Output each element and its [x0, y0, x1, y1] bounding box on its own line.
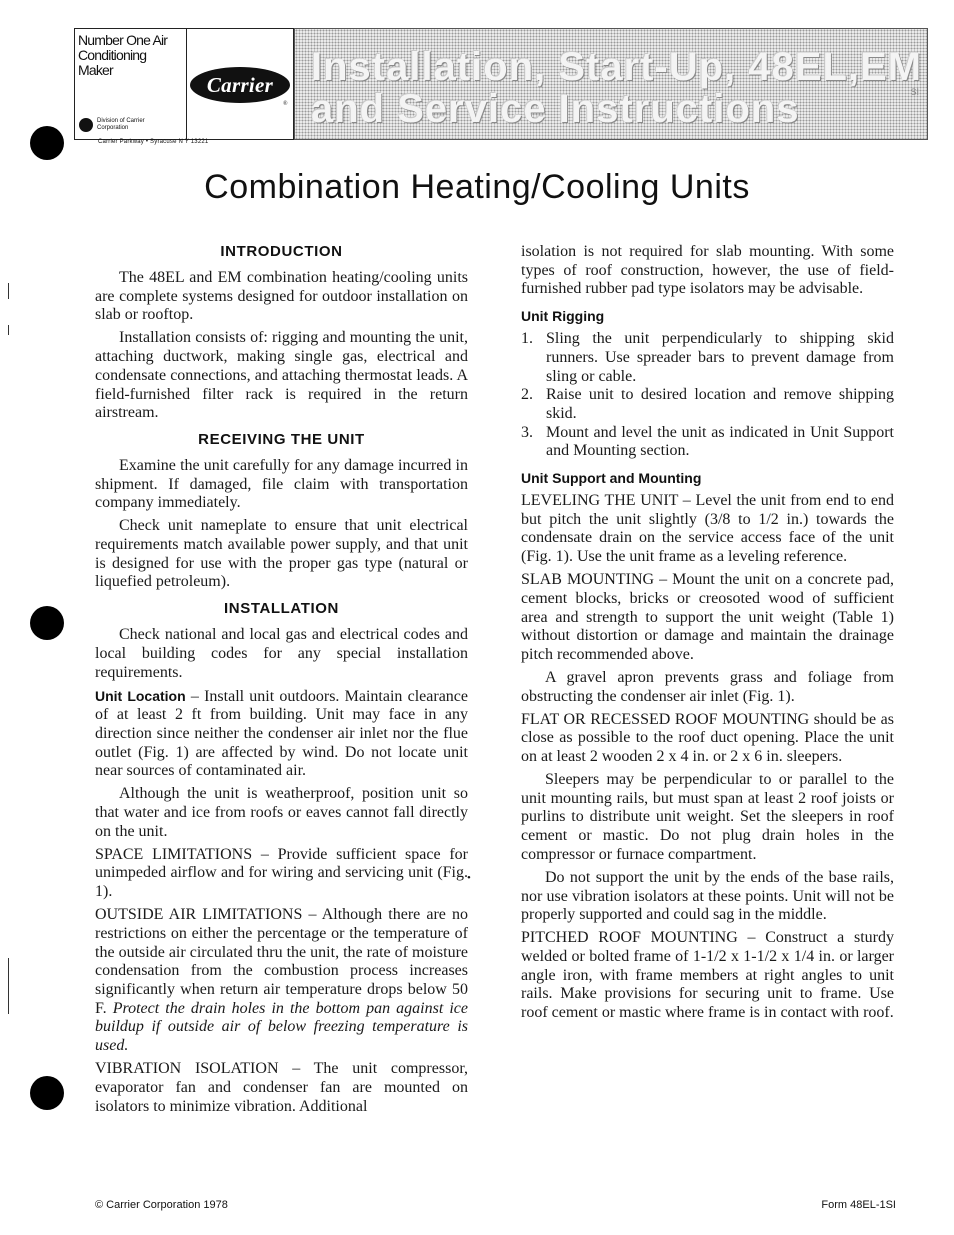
paragraph-text: – Install unit outdoors. Maintain clearance of at least 2 ft from building. Unit may face in any direction since neither the condenser air inlet nor the flue outlet (Fig. 1) are affected by wind. Do not locate unit near sources of contaminated air.: [95, 687, 468, 780]
copyright: © Carrier Corporation 1978: [95, 1199, 228, 1211]
paragraph-flat-roof: FLAT OR RECESSED ROOF MOUNTING should be as close as possible to the roof duct opening. Place the unit on at least 2 wooden 2 x 4 in. or 2 x 6 in. sleepers.: [521, 710, 894, 766]
division-credit: [79, 118, 147, 132]
list-item: [521, 424, 894, 461]
paragraph: The 48EL and EM combination heating/cooling units are complete systems designed for outdoor installation on slab or rooftop.: [95, 269, 468, 324]
carrier-logo-wordmark: Carrier: [206, 72, 274, 97]
paragraph: Installation consists of: rigging and mounting the unit, attaching ductwork, making single gas, electrical and condensate connections, and attaching thermostat leads. A field-furnished filter rack is required in the return airstream.: [95, 329, 468, 422]
registered-mark-icon: ®: [283, 101, 288, 107]
page-title: Combination Heating/Cooling Units: [204, 168, 750, 206]
paragraph-outside-air: [95, 906, 468, 1056]
subsection-heading-rigging: Unit Rigging: [521, 308, 605, 325]
list-item-text: Mount and level the unit as indicated in Unit Support and Mounting section.: [546, 423, 894, 460]
list-item: [521, 330, 894, 386]
document-banner: [294, 28, 928, 140]
form-number: Form 48EL-1SI: [821, 1199, 896, 1211]
paragraph-vibration-isolation: VIBRATION ISOLATION – The unit compressor, evaporator fan and condenser fan are mounted on isolators to minimize vibration. Additional: [95, 1060, 468, 1115]
carrier-logo: [190, 67, 290, 103]
paragraph-unit-location: [95, 687, 468, 782]
banner-title-line-1: Installation, Start-Up, 48EL,EM: [311, 45, 923, 89]
list-item: [521, 386, 894, 423]
binder-hole-3: [30, 1076, 64, 1110]
banner-note: SI: [910, 87, 919, 97]
binder-hole-1: [30, 126, 64, 160]
paragraph: Sleepers may be perpendicular to or parallel to the unit mounting rails, but must span at least 2 roof joists or purlins to distribute unit weight. Set the sleepers in roof cement or mastic. Do not plug drain holes in the compressor or furnace compartment.: [521, 771, 894, 863]
section-heading-receiving: RECEIVING THE UNIT: [198, 430, 365, 448]
subsection-heading-support: Unit Support and Mounting: [521, 470, 702, 487]
rigging-steps-list: [521, 330, 894, 461]
carrier-logo-box: [186, 28, 294, 140]
list-number: 3.: [521, 423, 533, 441]
paragraph: Examine the unit carefully for any damage incurred in shipment. If damaged, file claim with transportation company immediately.: [95, 456, 468, 512]
run-in-heading: Unit Location: [95, 687, 186, 704]
margin-mark: [8, 283, 9, 299]
company-address: Carrier Parkway • Syracuse N Y 13221: [98, 139, 209, 145]
paragraph: A gravel apron prevents grass and foliage from obstructing the condenser air inlet (Fig. 1).: [521, 668, 894, 705]
paragraph: Check unit nameplate to ensure that unit electrical requirements match available power supply, and that unit is designed for use with the proper gas type (natural or liquefied petroleum).: [95, 517, 468, 591]
margin-mark: [8, 325, 9, 335]
list-number: 1.: [521, 330, 533, 348]
paragraph-text: OUTSIDE AIR LIMITATIONS – Although there are no restrictions on either the percentage or the temperature of the outside air circulated thru the unit, the rate of moisture condensation from the combustion process increases significantly when return air temperature drops below 50 F.: [95, 906, 468, 1017]
list-number: 2.: [521, 386, 533, 404]
paragraph-leveling: LEVELING THE UNIT – Level the unit from end to end but pitch the unit slightly (3/8 to 1/2 in.) towards the condensate drain on the service access face of the unit (Fig. 1). Use the unit frame as a leveling reference.: [521, 492, 894, 566]
section-heading-introduction: INTRODUCTION: [220, 243, 343, 260]
margin-mark: [8, 958, 9, 1014]
brand-tagline-box: [74, 28, 186, 140]
paragraph-continued: isolation is not required for slab mounting. With some types of roof construction, however, the use of field-furnished rubber pad type isolators may be advisable.: [521, 243, 894, 298]
division-text: Division of Carrier Corporation: [97, 118, 145, 131]
change-mark-icon: •: [467, 872, 471, 884]
division-logo-icon: [79, 118, 93, 132]
banner-title-line-2: and Service Instructions: [311, 87, 800, 131]
list-item-text: Raise unit to desired location and remove shipping skid.: [546, 386, 894, 422]
right-column: [521, 243, 894, 1027]
paragraph-pitched-roof: PITCHED ROOF MOUNTING – Construct a sturdy welded or bolted frame of 1-1/2 x 1-1/2 x 1/4 in. or larger angle iron, with frame members at right angles to unit rails. Make provisions for securing unit to frame. Use roof cement or mastic where frame is in contact with roof.: [521, 929, 894, 1022]
paragraph: Although the unit is weatherproof, position unit so that water and ice from roofs or eaves cannot fall directly on the unit.: [95, 785, 468, 840]
section-heading-installation: INSTALLATION: [224, 600, 339, 618]
paragraph-slab-mounting: SLAB MOUNTING – Mount the unit on a concrete pad, cement blocks, bricks or creosoted wood of sufficient area and strength to support the unit weight (Table 1) without distortion or damage and maintain the drainage pitch recommended above.: [521, 571, 894, 663]
paragraph: Do not support the unit by the ends of the base rails, nor use vibration isolators at these points. Unit will not be properly supported and could sag in the middle.: [521, 868, 894, 924]
binder-hole-2: [30, 606, 64, 640]
paragraph-space-limitations: SPACE LIMITATIONS – Provide sufficient space for unimpeded airflow and for wiring and servicing unit (Fig. 1).: [95, 845, 468, 901]
paragraph-italic-text: Protect the drain holes in the bottom pan against ice buildup if outside air of below freezing temperature is used.: [95, 999, 468, 1055]
paragraph: Check national and local gas and electrical codes and local building codes for any special installation requirements.: [95, 626, 468, 681]
brand-tagline: Number One Air Conditioning Maker: [78, 32, 168, 78]
list-item-text: Sling the unit perpendicularly to shipping skid runners. Use spreader bars to prevent damage from sling or cable.: [546, 330, 894, 385]
left-column: [95, 243, 468, 1121]
